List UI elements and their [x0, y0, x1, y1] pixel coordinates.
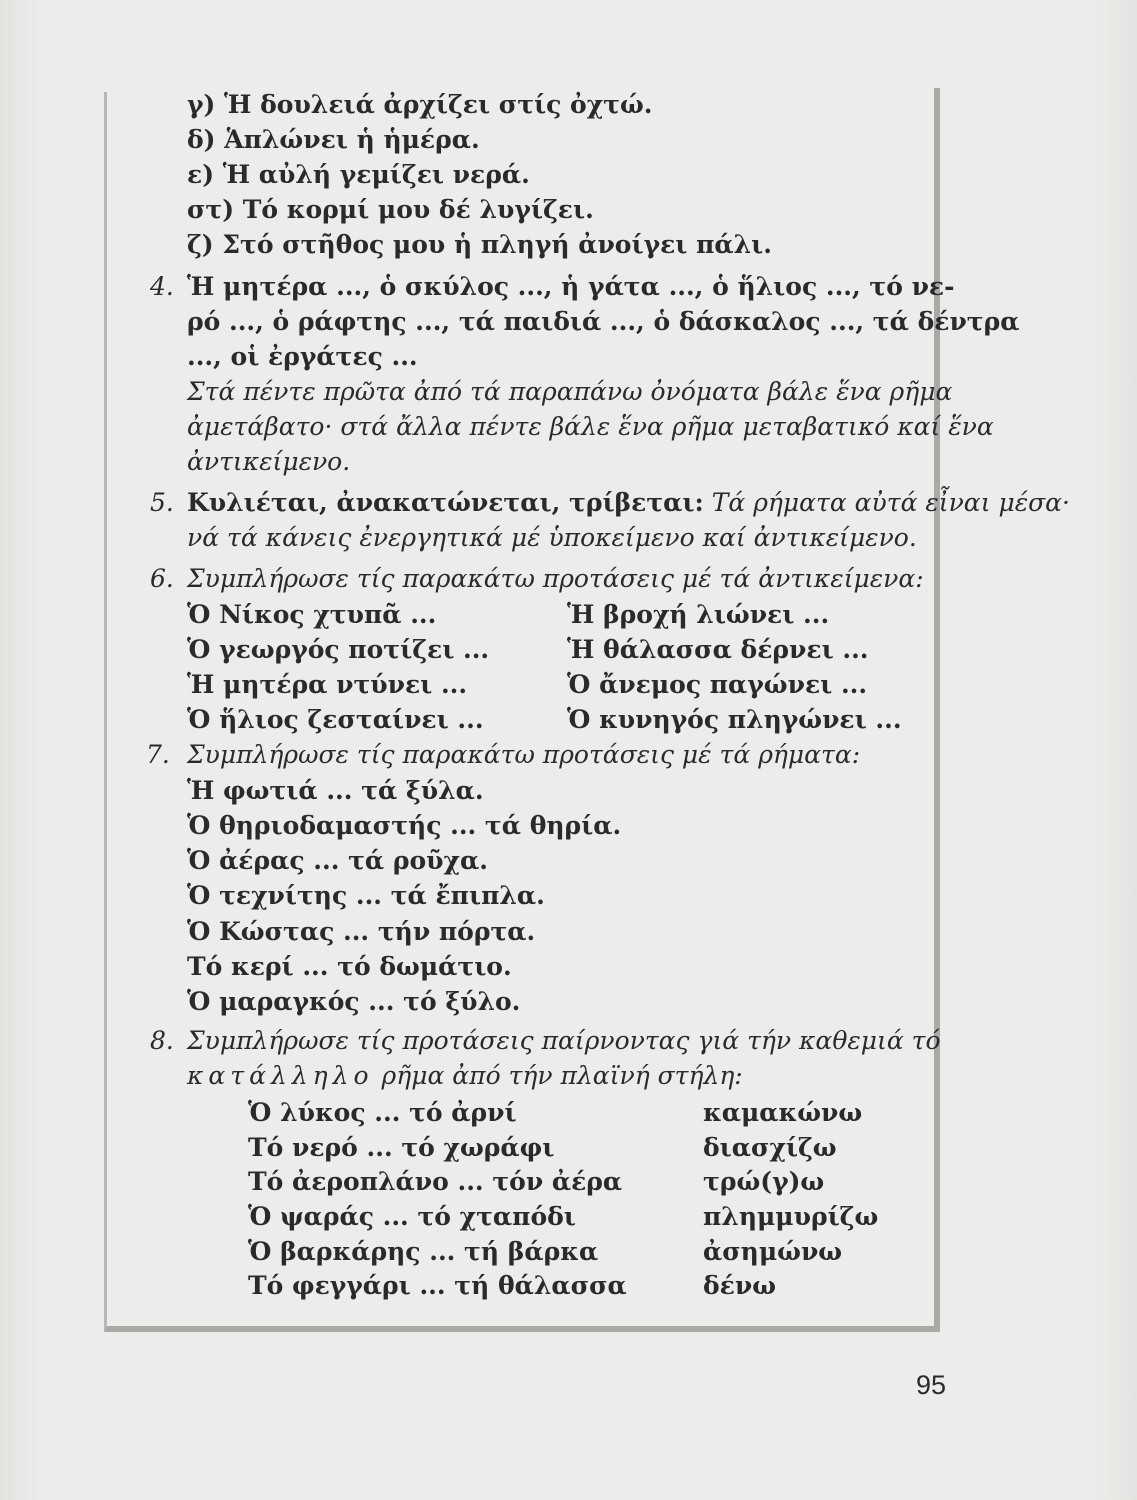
exercise-7-item: Ἡ φωτιά ... τά ξύλα. — [187, 776, 484, 805]
exercise-8-spaced-word: κατάλληλο — [187, 1061, 374, 1090]
exercise-5-line-2: νά τά κάνεις ἐνεργητικά μέ ὑποκείμενο καί ἀντικείμενο. — [187, 523, 917, 552]
exercise-8-verb-option: ἀσημώνω — [703, 1237, 843, 1266]
line-epsilon: ε) Ἡ αὐλή γεμίζει νερά. — [187, 160, 530, 189]
exercise-6-instruction: Συμπλήρωσε τίς παρακάτω προτάσεις μέ τά ἀντικείμενα: — [187, 564, 924, 593]
page-number: 95 — [916, 1370, 947, 1400]
exercise-8-instruction-rest: ρῆμα ἀπό τήν πλαϊνή στήλη: — [381, 1061, 743, 1090]
exercise-4-instruction-2: ἀμετάβατο· στά ἄλλα πέντε βάλε ἕνα ρῆμα μεταβατικό καί ἕνα — [187, 412, 994, 441]
exercise-7-instruction: Συμπλήρωσε τίς παρακάτω προτάσεις μέ τά ρήματα: — [187, 740, 861, 769]
exercise-6-left-item: Ὁ Νίκος χτυπᾶ ... — [187, 600, 437, 629]
line-zeta: ζ) Στό στῆθος μου ἡ πληγή ἀνοίγει πάλι. — [187, 230, 772, 259]
exercise-4-line-2: ρό ..., ὁ ράφτης ..., τά παιδιά ..., ὁ δάσκαλος ..., τά δέντρα — [187, 307, 1020, 336]
exercise-6-left-item: Ὁ ἥλιος ζεσταίνει ... — [187, 705, 484, 734]
exercise-8-number: 8. — [150, 1026, 174, 1055]
exercise-6-right-item: Ὁ ἄνεμος παγώνει ... — [567, 670, 868, 699]
exercise-5-line-1 — [187, 487, 1070, 519]
exercise-5-verbs: Κυλιέται, ἀνακατώνεται, τρίβεται: — [187, 488, 704, 517]
exercise-7-item: Ὁ τεχνίτης ... τά ἔπιπλα. — [187, 881, 545, 910]
exercise-7-item: Ὁ μαραγκός ... τό ξύλο. — [187, 987, 521, 1016]
exercise-4-line-1: Ἡ μητέρα ..., ὁ σκύλος ..., ἡ γάτα ..., ὁ ἥλιος ..., τό νε- — [187, 272, 955, 301]
exercise-5-number: 5. — [150, 488, 174, 517]
exercise-8-verb-option: τρώ(γ)ω — [703, 1167, 825, 1196]
line-st: στ) Τό κορμί μου δέ λυγίζει. — [187, 195, 594, 224]
exercise-8-left-item: Τό ἀεροπλάνο ... τόν ἀέρα — [248, 1167, 623, 1196]
exercise-8-verb-option: δένω — [703, 1271, 777, 1300]
exercise-8-left-item: Τό νερό ... τό χωράφι — [248, 1133, 555, 1162]
exercise-7-number: 7. — [146, 740, 170, 769]
exercise-7-item: Ὁ θηριοδαμαστής ... τά θηρία. — [187, 811, 622, 840]
exercise-6-number: 6. — [150, 564, 174, 593]
exercise-6-right-item: Ἡ βροχή λιώνει ... — [567, 600, 830, 629]
exercise-7-item: Τό κερί ... τό δωμάτιο. — [187, 952, 512, 981]
exercise-6-right-item: Ὁ κυνηγός πληγώνει ... — [567, 705, 902, 734]
exercise-8-instruction-2 — [187, 1060, 743, 1092]
exercise-8-left-item: Ὁ λύκος ... τό ἀρνί — [248, 1098, 517, 1127]
exercise-4-instruction-1: Στά πέντε πρῶτα ἀπό τά παραπάνω ὀνόματα βάλε ἕνα ρῆμα — [187, 377, 953, 406]
exercise-6-left-item: Ὁ γεωργός ποτίζει ... — [187, 635, 490, 664]
exercise-6-right-item: Ἡ θάλασσα δέρνει ... — [567, 635, 869, 664]
exercise-4-number: 4. — [150, 272, 174, 301]
exercise-8-instruction-1: Συμπλήρωσε τίς προτάσεις παίρνοντας γιά τήν καθεμιά τό — [187, 1026, 941, 1055]
exercise-4-instruction-3: ἀντικείμενο. — [187, 447, 351, 476]
exercise-8-left-item: Ὁ βαρκάρης ... τή βάρκα — [248, 1237, 599, 1266]
exercise-8-left-item: Ὁ ψαράς ... τό χταπόδι — [248, 1202, 576, 1231]
exercise-6-left-item: Ἡ μητέρα ντύνει ... — [187, 670, 468, 699]
line-delta: δ) Ἁπλώνει ἡ ἡμέρα. — [187, 125, 480, 154]
exercise-8-verb-option: διασχίζω — [703, 1133, 837, 1162]
exercise-7-item: Ὁ Κώστας ... τήν πόρτα. — [187, 917, 536, 946]
exercise-4-line-3: ..., οἱ ἐργάτες ... — [187, 342, 418, 371]
line-gamma: γ) Ἡ δουλειά ἀρχίζει στίς ὀχτώ. — [187, 90, 653, 119]
exercise-8-verb-option: καμακώνω — [703, 1098, 863, 1127]
exercise-8-verb-option: πλημμυρίζω — [703, 1202, 879, 1231]
exercise-7-item: Ὁ ἀέρας ... τά ροῦχα. — [187, 846, 488, 875]
exercise-8-left-item: Τό φεγγάρι ... τή θάλασσα — [248, 1271, 627, 1300]
exercise-5-note: Τά ρήματα αὐτά εἶναι μέσα· — [711, 488, 1071, 517]
